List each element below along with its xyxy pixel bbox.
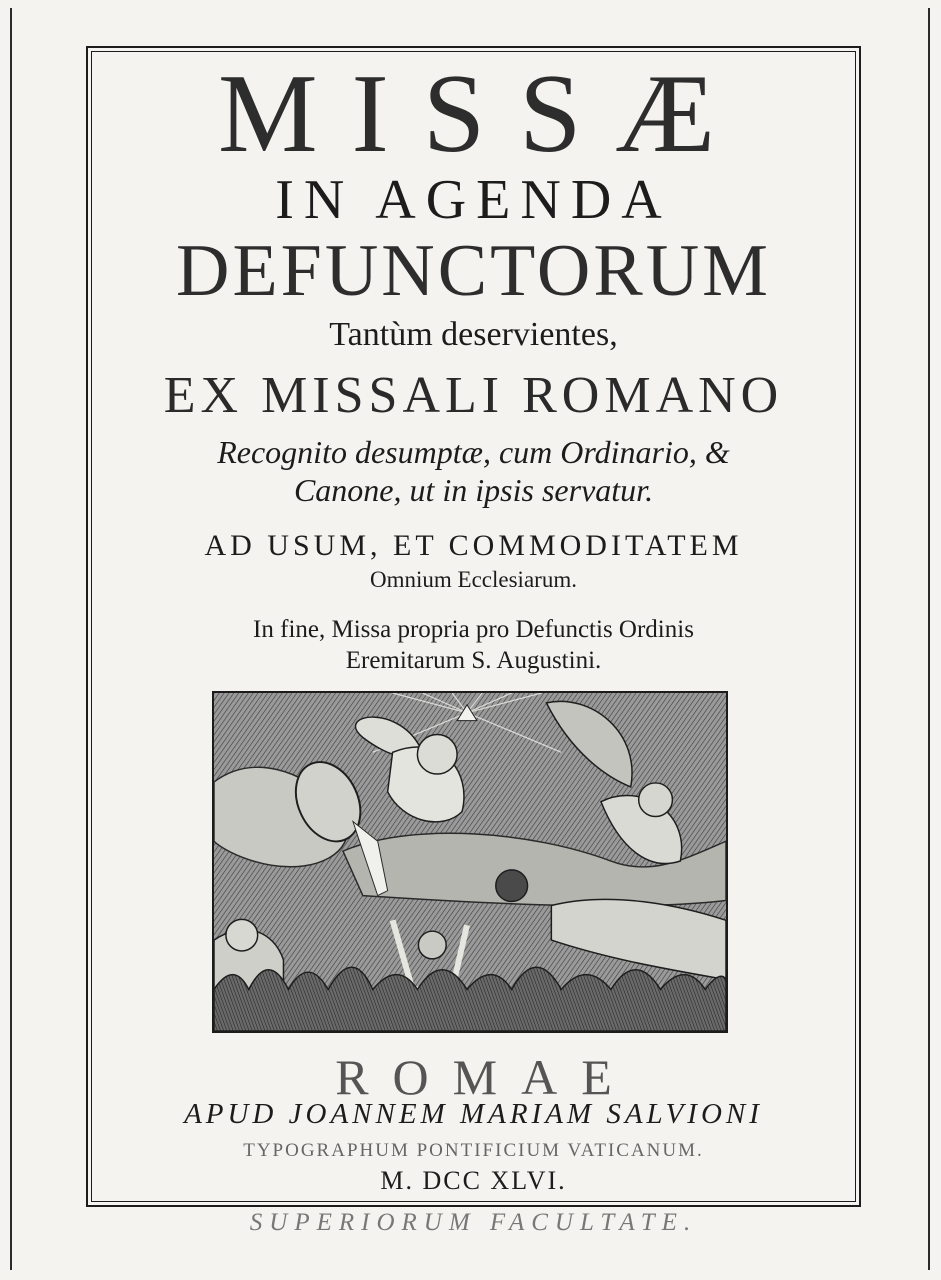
imprint-permission: SUPERIORUM FACULTATE. — [249, 1209, 698, 1236]
usage-ad-usum: AD USUM, ET COMMODITATEM — [204, 529, 743, 562]
title-defunctorum: DEFUNCTORUM — [176, 230, 771, 312]
imprint-year: M. DCC XLVI. — [380, 1166, 567, 1195]
imprint-printer: APUD JOANNEM MARIAM SALVIONI — [184, 1098, 763, 1130]
subtitle-recognito-1: Recognito desumptæ, cum Ordinario, & — [217, 434, 730, 470]
title-missae: MISSÆ — [217, 52, 750, 176]
appendix-line-2: Eremitarum S. Augustini. — [345, 647, 602, 674]
imprint-place: ROMAE — [335, 1049, 636, 1105]
subtitle-recognito-2: Canone, ut in ipsis servatur. — [293, 472, 654, 508]
engraving-angels-souls-in-purgatory-icon — [212, 691, 728, 1033]
appendix-line-1: In fine, Missa propria pro Defunctis Ordinis — [253, 616, 694, 643]
subtitle-ex-missali: EX MISSALI ROMANO — [163, 367, 784, 424]
imprint-role: TYPOGRAPHUM PONTIFICIUM VATICANUM. — [243, 1140, 704, 1161]
usage-omnium: Omnium Ecclesiarum. — [370, 567, 577, 592]
title-in-agenda: IN AGENDA — [275, 169, 672, 231]
subtitle-tantum: Tantùm deservientes, — [329, 316, 618, 353]
